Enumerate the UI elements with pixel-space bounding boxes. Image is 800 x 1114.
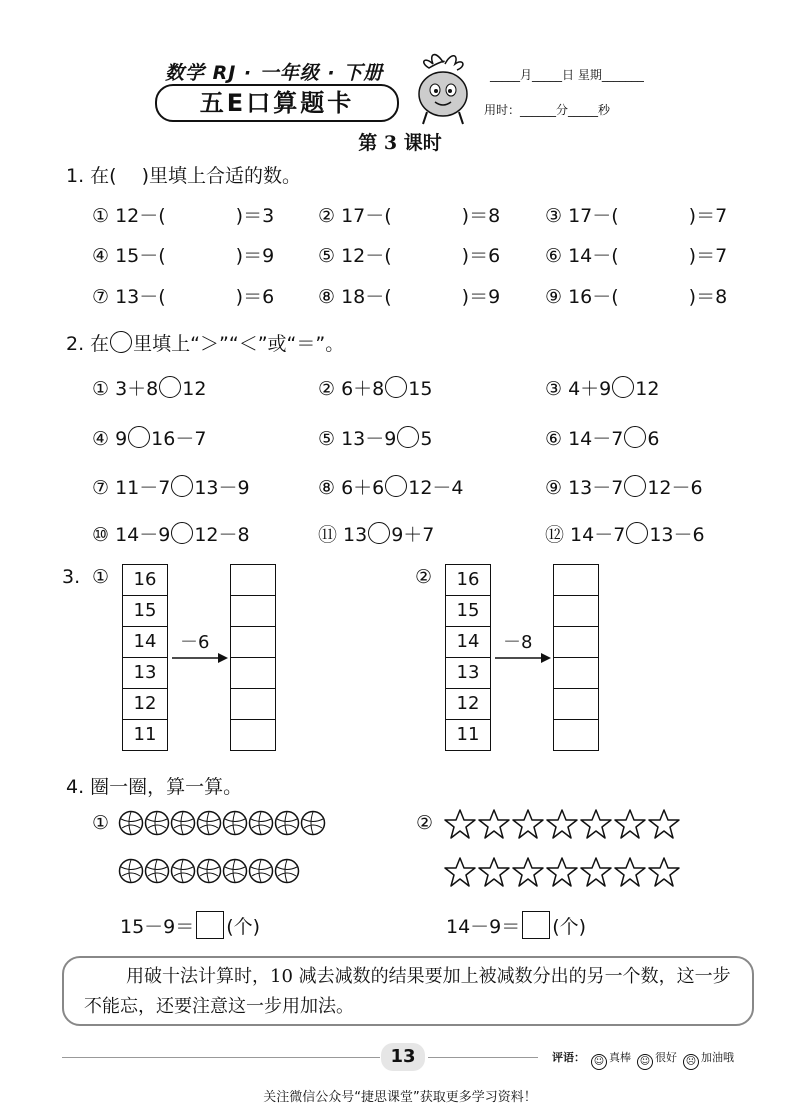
star-icon [580, 808, 612, 840]
q2-item [92, 473, 250, 500]
cheer-face-icon: ☹ [683, 1054, 699, 1070]
q2-item-left: ⑤ 13－9 [318, 428, 397, 450]
q2-item-right: 16－7 [151, 428, 207, 450]
q2-item [318, 424, 432, 451]
arrow-right-icon [172, 652, 230, 664]
q1-item [545, 241, 727, 268]
star-icon [444, 856, 476, 888]
q2-item [545, 520, 705, 547]
volleyball-icon [248, 858, 274, 884]
q1-item-post: )＝9 [235, 245, 275, 267]
q1-item-pre: ⑤ 12－( [318, 245, 392, 267]
q1-item-pre: ② 17－( [318, 205, 392, 227]
q2-item-right: 12－8 [194, 524, 250, 546]
volleyball-icon [118, 810, 144, 836]
page-number: 13 [381, 1043, 425, 1071]
q3-part-marker: ② [415, 566, 433, 588]
q2-item [318, 473, 464, 500]
compare-circle[interactable] [171, 522, 193, 544]
compare-circle[interactable] [385, 376, 407, 398]
q1-item [318, 282, 500, 309]
answer-cell[interactable] [554, 720, 598, 750]
q2-item-left: ⑧ 6＋6 [318, 477, 385, 499]
q1-item [545, 201, 727, 228]
q1-item [318, 241, 500, 268]
q4-part1-expr: 15－9＝ [120, 916, 195, 938]
star-icon [648, 856, 680, 888]
q1-item-post: )＝3 [235, 205, 275, 227]
footer-rule-left [62, 1057, 380, 1058]
volleyball-icon [196, 810, 222, 836]
compare-circle[interactable] [397, 426, 419, 448]
volleyball-icon [170, 858, 196, 884]
q2-item-right: 9＋7 [391, 524, 435, 546]
q1-item-post: )＝7 [688, 205, 728, 227]
answer-cell[interactable] [554, 658, 598, 689]
q2-title-suffix: 里填上“＞”“＜”或“＝”。 [133, 333, 345, 355]
answer-cell[interactable] [554, 565, 598, 596]
answer-cell[interactable] [231, 658, 275, 689]
q2-item-left: ④ 9 [92, 428, 128, 450]
q1-item-pre: ① 12－( [92, 205, 166, 227]
q2-item-left: ② 6＋8 [318, 378, 385, 400]
compare-circle[interactable] [626, 522, 648, 544]
number-cell: 11 [133, 724, 157, 745]
q1-item [92, 241, 274, 268]
number-column [122, 564, 168, 751]
q2-item-left: ⑪ 13 [318, 524, 368, 546]
star-icon [512, 808, 544, 840]
number-cell: 13 [123, 658, 167, 689]
star-icon [546, 856, 578, 888]
star-icon [614, 856, 646, 888]
q2-item-right: 13－9 [194, 477, 250, 499]
eval-option-2: 很好 [655, 1051, 677, 1064]
answer-column [553, 564, 599, 751]
q2-item-left: ③ 4＋9 [545, 378, 612, 400]
q1-item-pre: ⑨ 16－( [545, 286, 619, 308]
star-icon [444, 808, 476, 840]
q2-item-right: 6 [647, 428, 660, 450]
compare-circle-icon [110, 331, 132, 353]
number-cell: 15 [446, 596, 490, 627]
eval-option-3: 加油哦 [701, 1051, 734, 1064]
q2-title [66, 329, 344, 356]
answer-cell[interactable] [231, 689, 275, 720]
volleyball-icon [274, 858, 300, 884]
compare-circle[interactable] [171, 475, 193, 497]
q1-item-pre: ⑧ 18－( [318, 286, 392, 308]
q2-item [545, 424, 659, 451]
volleyball-icon [144, 810, 170, 836]
volleyball-icon [274, 810, 300, 836]
answer-cell[interactable] [231, 596, 275, 627]
book-subtitle: 数学 RJ · 一年级 · 下册 [165, 62, 384, 84]
book-title: 五E口算题卡 [155, 84, 399, 122]
q2-item-right: 15 [408, 378, 433, 400]
eval-label: 评语： [552, 1051, 585, 1064]
q4-part2-equation [446, 911, 586, 939]
radish-mascot-icon [405, 50, 481, 128]
answer-cell[interactable] [554, 689, 598, 720]
q1-item [318, 201, 500, 228]
q2-item [92, 520, 250, 547]
answer-cell[interactable] [231, 627, 275, 658]
compare-circle[interactable] [128, 426, 150, 448]
number-cell: 12 [446, 689, 490, 720]
q4-part2-unit: (个) [552, 916, 587, 938]
compare-circle[interactable] [368, 522, 390, 544]
q1-item-post: )＝6 [235, 286, 275, 308]
volleyball-icon [144, 858, 170, 884]
compare-circle[interactable] [624, 475, 646, 497]
q4-part2-expr: 14－9＝ [446, 916, 521, 938]
answer-cell[interactable] [231, 565, 275, 596]
q1-item [92, 282, 274, 309]
q4-part2-marker: ② [416, 812, 434, 834]
star-icon [478, 856, 510, 888]
q2-item-right: 13－6 [649, 524, 705, 546]
volleyball-icon [222, 858, 248, 884]
star-icon [512, 856, 544, 888]
volleyball-icon [222, 810, 248, 836]
answer-cell[interactable] [231, 720, 275, 750]
answer-column [230, 564, 276, 751]
q1-item-post: )＝8 [461, 205, 501, 227]
star-icon [546, 808, 578, 840]
q2-item-left: ⑥ 14－7 [545, 428, 624, 450]
q2-item-left: ⑫ 14－7 [545, 524, 626, 546]
answer-cell[interactable] [554, 596, 598, 627]
tip-text: 用破十法计算时，10 减去减数的结果要加上被减数分出的另一个数，这一步不能忘，还要注意这一步用加法。 [84, 966, 731, 1017]
q2-item-left: ⑩ 14－9 [92, 524, 171, 546]
q2-item-left: ① 3＋8 [92, 378, 159, 400]
volleyball-icon [118, 858, 144, 884]
star-icon [614, 808, 646, 840]
q4-part1-marker: ① [92, 812, 110, 834]
answer-box[interactable] [196, 911, 224, 939]
compare-circle[interactable] [385, 475, 407, 497]
q1-item [92, 201, 274, 228]
q1-item-post: )＝9 [461, 286, 501, 308]
q2-item [545, 374, 659, 401]
q2-item-right: 12－6 [647, 477, 703, 499]
q1-item-post: )＝7 [688, 245, 728, 267]
q1-item-post: )＝8 [688, 286, 728, 308]
star-icon [478, 808, 510, 840]
q1-item-pre: ⑥ 14－( [545, 245, 619, 267]
q1-item-pre: ④ 15－( [92, 245, 166, 267]
q2-item-left: ⑦ 11－7 [92, 477, 171, 499]
q4-part1-unit: (个) [226, 916, 261, 938]
star-icon [580, 856, 612, 888]
grin-face-icon: ☺ [591, 1054, 607, 1070]
q1-item-pre: ⑦ 13－( [92, 286, 166, 308]
q2-item [545, 473, 703, 500]
evaluation [552, 1049, 734, 1070]
smile-face-icon: ☺ [637, 1054, 653, 1070]
q1-title: 1. 在( )里填上合适的数。 [66, 165, 302, 187]
volleyball-icon [300, 810, 326, 836]
number-cell: 11 [456, 724, 480, 745]
compare-circle[interactable] [624, 426, 646, 448]
q2-item-right: 12 [182, 378, 207, 400]
compare-circle[interactable] [159, 376, 181, 398]
number-cell: 12 [123, 689, 167, 720]
number-cell: 14 [446, 627, 490, 658]
q1-item-post: )＝6 [461, 245, 501, 267]
q2-item [92, 374, 206, 401]
number-cell: 15 [123, 596, 167, 627]
q2-item [318, 520, 434, 547]
q2-item-right: 12 [635, 378, 660, 400]
volleyball-icon [196, 858, 222, 884]
number-cell: 14 [123, 627, 167, 658]
number-cell: 16 [446, 565, 490, 596]
answer-cell[interactable] [554, 627, 598, 658]
q2-item [318, 374, 432, 401]
star-icon [648, 808, 680, 840]
time-line: 用时：______分_____秒 [484, 103, 611, 117]
q2-title-prefix: 2. 在 [66, 333, 110, 355]
volleyball-icon [248, 810, 274, 836]
volleyball-icon [170, 810, 196, 836]
arrow-right-icon [495, 652, 553, 664]
answer-box[interactable] [522, 911, 550, 939]
wechat-note: 关注微信公众号“捷思课堂”获取更多学习资料！ [263, 1090, 537, 1105]
operation-label: －6 [180, 632, 210, 653]
q2-item-right: 12－4 [408, 477, 464, 499]
q1-item-pre: ③ 17－( [545, 205, 619, 227]
footer-rule-right [428, 1057, 538, 1058]
q1-item [545, 282, 727, 309]
q4-title: 4. 圈一圈，算一算。 [66, 776, 243, 798]
q3-label: 3. [62, 566, 81, 588]
date-line: _____月_____日 星期_______ [490, 68, 644, 82]
lesson-title: 第 3 课时 [358, 132, 442, 154]
q2-item-right: 5 [420, 428, 433, 450]
number-cell: 16 [123, 565, 167, 596]
compare-circle[interactable] [612, 376, 634, 398]
q4-part1-equation [120, 911, 260, 939]
eval-option-1: 真棒 [609, 1051, 631, 1064]
number-cell: 13 [446, 658, 490, 689]
number-column [445, 564, 491, 751]
operation-label: －8 [503, 632, 533, 653]
q2-item [92, 424, 206, 451]
q2-item-left: ⑨ 13－7 [545, 477, 624, 499]
q3-part-marker: ① [92, 566, 110, 588]
